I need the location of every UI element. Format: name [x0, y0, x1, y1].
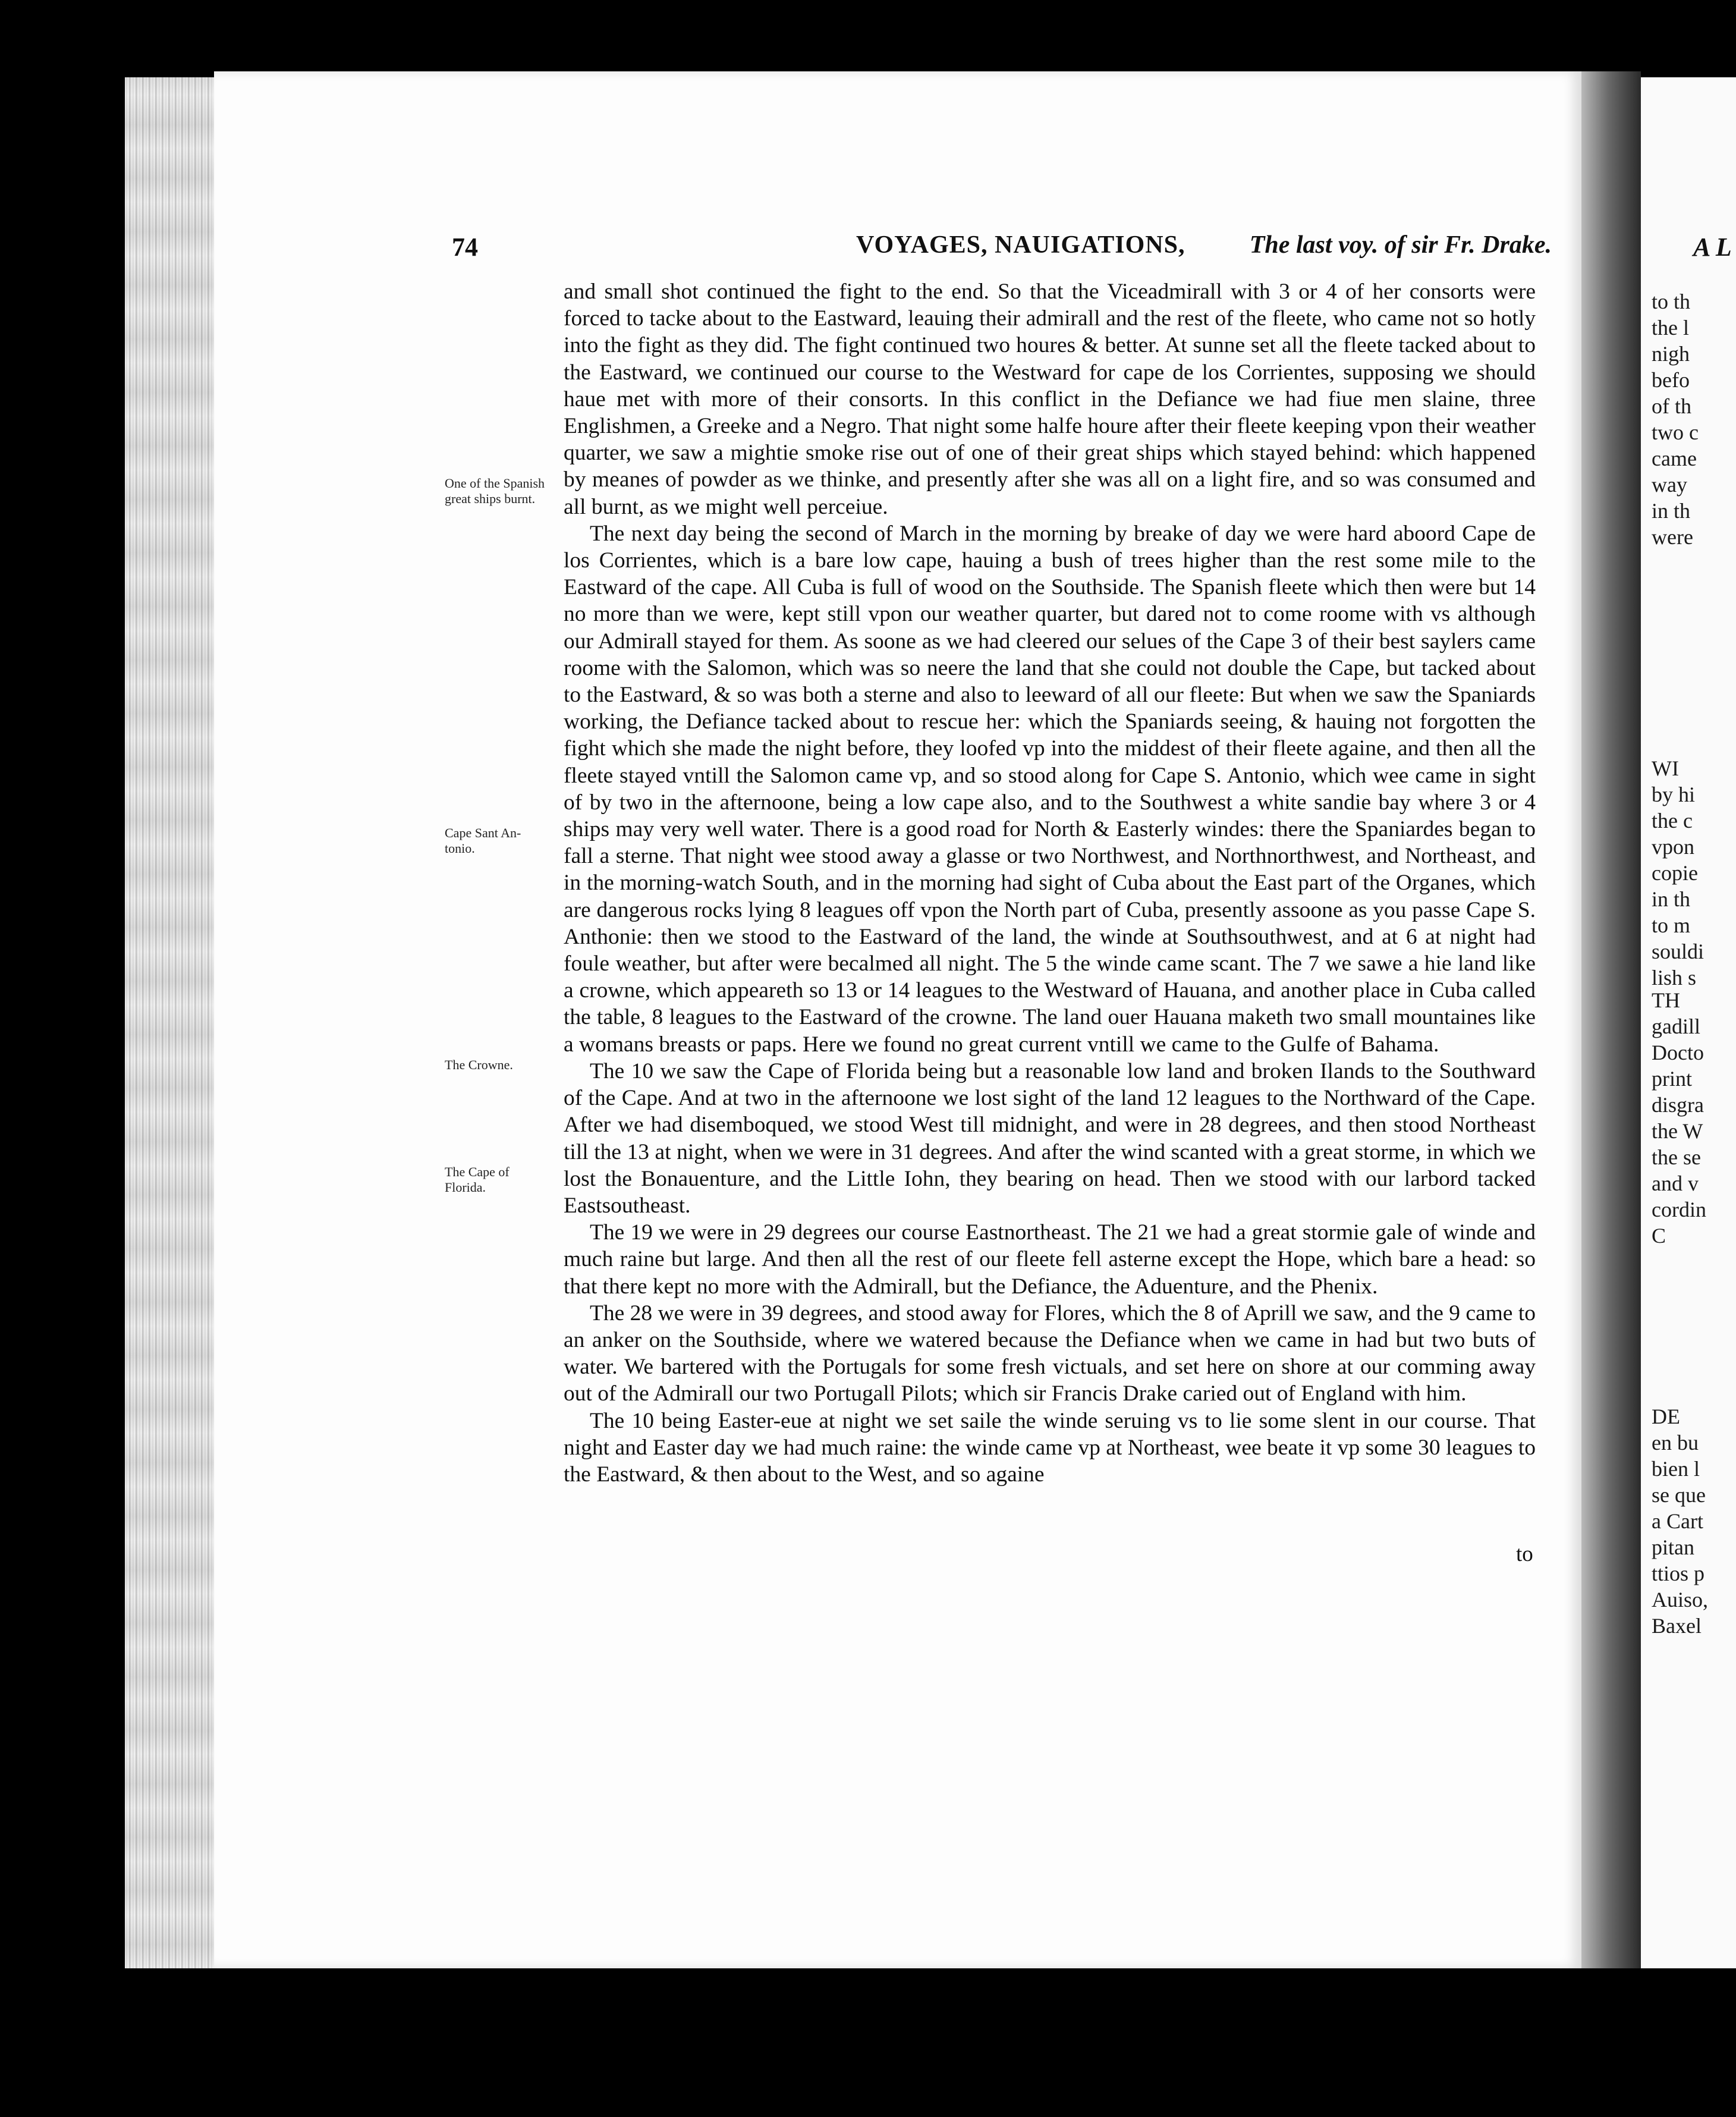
facing-page-line: vpon	[1652, 835, 1694, 859]
page-title: VOYAGES, NAUIGATIONS,	[856, 231, 1185, 259]
facing-page-line: nigh	[1652, 342, 1690, 366]
facing-page-line: gadill	[1652, 1014, 1700, 1038]
facing-page-running-head: A L	[1693, 233, 1732, 262]
paragraph: and small shot continued the fight to the end. So that the Viceadmirall with 3 or 4 of her consorts were forced to tacke about to the Eastward, leauing their admirall and the rest of the fleete, who came not so hotly into the fight as they did. The fight continued two houres & better. At sunne set all the fleete tacked about to the Eastward, we continued our course to the Westward for cape de los Corrientes, supposing we should haue met with more of their consorts. In this conflict in the Defiance we had fiue men slaine, three Englishmen, a Greeke and a Negro. That night some halfe houre after their fleete keeping vpon their weather quarter, we saw a mightie smoke rise out of one of their great ships which stayed behind: which happened by meanes of powder as we thinke, and presently after she was all on a light fire, and so was consumed and all burnt, as we might well perceiue.	[564, 279, 1536, 519]
facing-page-line: and v	[1652, 1171, 1699, 1195]
facing-page-line: lish s	[1652, 966, 1697, 990]
paragraph: The next day being the second of March in the morning by breake of day we were hard aboord Cape de los Corrientes, which is a bare low cape, hauing a bush of trees higher than the rest some mile to the Eastward of the cape. All Cuba is full of wood on the Southside. The Spanish fleete which then were but 14 no more than we were, kept still vpon our weather quarter, but dared not to come roome with vs although our Admirall stayed for them. As soone as we had cleered our selues of the Cape 3 of their best saylers came roome with the Salomon, which was so neere the land that she could not double the Cape, but tacked about to the Eastward, & so was both a sterne and also to leeward of all our fleete: But when we saw the Spaniards working, the Defiance tacked about to rescue her: which the Spaniards seeing, & hauing not forgotten the fight which she made the night before, they loofed vp into the middest of their fleete againe, and then all the fleete stayed vntill the Salomon came vp, and so stood along for Cape S. Antonio, which wee came in sight of by two in the afternoone, being a low cape also, and to the Southwest a white sandie bay where 3 or 4 ships may very well water. There is a good road for North & Easterly windes: there the Spaniardes began to fall a sterne. That night wee stood away a glasse or two Northwest, and Northnorthwest, and Northeast, and in the morning-watch South, and in the morning had sight of Cuba about the East part of the Organes, which are dangerous rocks lying 8 leagues off vpon the North part of Cuba, presently assoone as you passe Cape S. Anthonie: then we stood to the Eastward of the land, the winde at Southsouthwest, and at 6 at night had foule weather, but after were becalmed all night. The 5 the winde came scant. The 7 we sawe a hie land like a crowne, which appeareth so 13 or 14 leagues to the Westward of Hauana, and another place in Cuba called the table, 8 leagues to the Eastward of the crowne. The land ouer Hauana maketh two small mountaines like a womans breasts or paps. Here we found no great current vntill we came to the Gulfe of Bahama.	[564, 521, 1536, 1057]
facing-page-line: pitan	[1652, 1535, 1694, 1559]
marginal-note: One of the Spanish great ships burnt.	[445, 476, 545, 506]
paragraph: The 28 we were in 39 degrees, and stood away for Flores, which the 8 of Aprill we saw, and the 9 came to an anker on the Southside, where we watered because the Defiance when we came in had but two buts of water. We bartered with the Portugals for some fresh victuals, and set here on shore at our comming away out of the Admirall our two Portugall Pilots; which sir Francis Drake caried out of England with him.	[564, 1301, 1536, 1406]
facing-page-line: way	[1652, 473, 1687, 497]
paragraph: The 10 being Easter-eue at night we set saile the winde seruing vs to lie some slent in our course. That night and Easter day we had much raine: the winde came vp at Northeast, wee beate it vp some 30 leagues to the Eastward, & then about to the West, and so againe	[564, 1408, 1536, 1487]
marginal-note: Cape Sant An- tonio.	[445, 825, 521, 856]
page-subtitle: The last voy. of sir Fr. Drake.	[1249, 231, 1552, 259]
facing-page-line: a Cart	[1652, 1509, 1703, 1533]
facing-page-line: Baxel	[1652, 1614, 1702, 1638]
facing-page-line: copie	[1652, 861, 1698, 885]
facing-page-line: by hi	[1652, 783, 1696, 806]
facing-page-line: two c	[1652, 420, 1699, 444]
marginal-note: The Cape of Florida.	[445, 1164, 510, 1195]
paragraph: The 10 we saw the Cape of Florida being but a reasonable low land and broken Ilands to the Southward of the Cape. And at two in the afternoone we lost sight of the land 12 leagues to the Northward of the Cape. After we had disemboqued, we stood West till midnight, and were in 28 degrees, and then stood Northeast till the 13 at night, when we were in 31 degrees. And after the wind scanted with a great storme, in which we lost the Bonauenture, and the Little Iohn, they bearing on head. Then we stood with our larbord tacked Eastsoutheast.	[564, 1058, 1536, 1218]
book-gutter	[1581, 71, 1641, 1968]
facing-page-line: Docto	[1652, 1041, 1704, 1064]
facing-page-line: the se	[1652, 1145, 1701, 1169]
page-number: 74	[452, 233, 478, 262]
facing-page-line: the W	[1652, 1119, 1703, 1143]
facing-page-line: TH	[1652, 988, 1680, 1012]
facing-page-line: in th	[1652, 499, 1691, 523]
facing-page-line: came	[1652, 447, 1697, 470]
facing-page-line: bien l	[1652, 1457, 1700, 1481]
facing-page-line: the l	[1652, 316, 1689, 340]
facing-page-line: of th	[1652, 394, 1691, 418]
facing-page-line: befo	[1652, 368, 1690, 392]
marginal-note: The Crowne.	[445, 1057, 513, 1072]
facing-page-line: se que	[1652, 1483, 1706, 1507]
facing-page-line: souldi	[1652, 940, 1704, 963]
facing-page-line: Auiso,	[1652, 1588, 1709, 1612]
facing-page-fragment	[1641, 77, 1736, 1968]
facing-page-line: cordin	[1652, 1198, 1706, 1221]
running-head	[452, 231, 1552, 264]
page-edges	[125, 77, 220, 1968]
body-text	[564, 278, 1536, 1488]
facing-page-line: ttios p	[1652, 1562, 1705, 1585]
facing-page-line: were	[1652, 525, 1693, 549]
facing-page-line: C	[1652, 1224, 1666, 1248]
catchword: to	[1516, 1542, 1533, 1566]
facing-page-line: to th	[1652, 290, 1691, 313]
facing-page-line: disgra	[1652, 1093, 1704, 1117]
facing-page-line: in th	[1652, 887, 1691, 911]
facing-page-line: WI	[1652, 756, 1679, 780]
facing-page-line: en bu	[1652, 1431, 1699, 1455]
facing-page-line: print	[1652, 1067, 1692, 1091]
facing-page-line: DE	[1652, 1405, 1680, 1428]
paragraph: The 19 we were in 29 degrees our course Eastnortheast. The 21 we had a great stormie gale of winde and much raine but large. And then all the rest of our fleete fell asterne except the Hope, which bare a head: so that there kept no more with the Admirall, but the Defiance, the Aduenture, and the Phenix.	[564, 1220, 1536, 1299]
facing-page-line: to m	[1652, 913, 1691, 937]
facing-page-line: the c	[1652, 809, 1693, 833]
